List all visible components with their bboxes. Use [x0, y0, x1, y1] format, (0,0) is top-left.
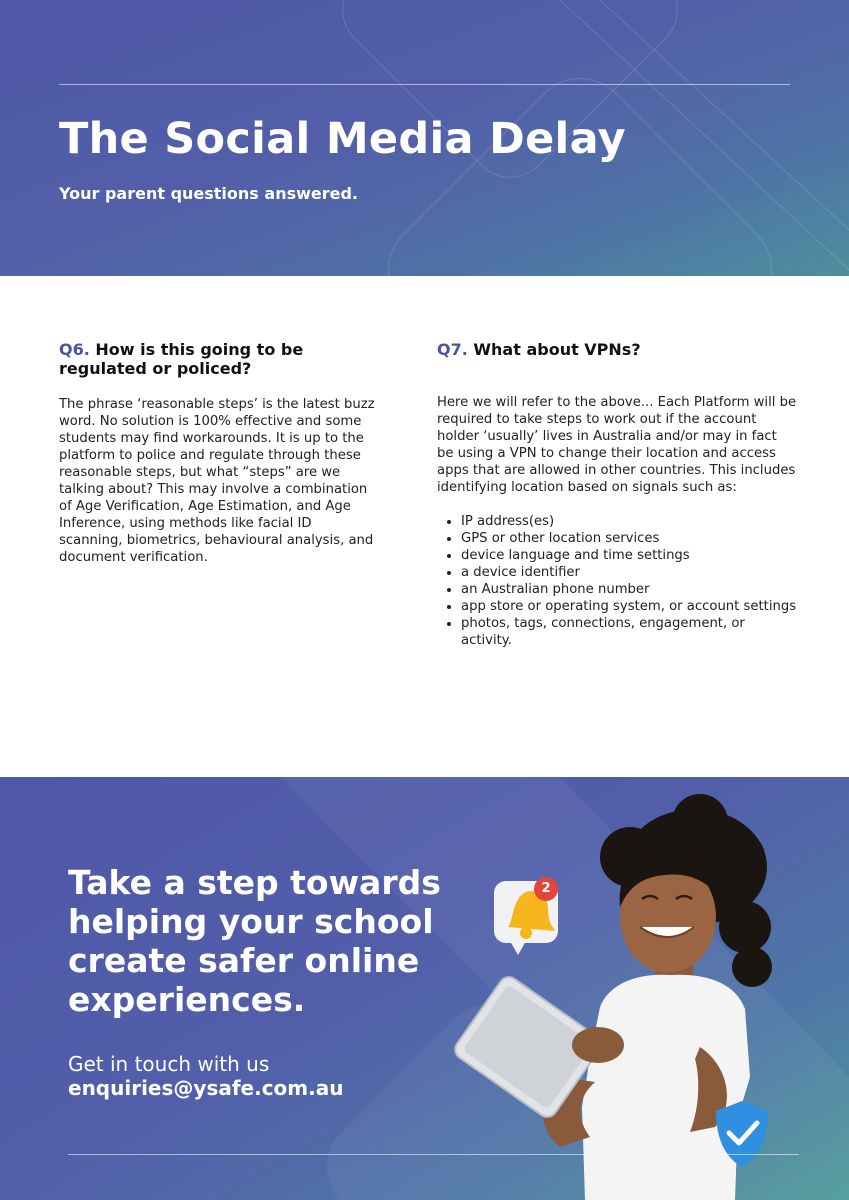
question-6-number: Q6. — [59, 340, 90, 359]
list-item: • photos, tags, connections, engagement, or activity. — [461, 615, 797, 649]
list-item: • a device identifier — [461, 564, 797, 581]
footer-banner — [0, 777, 849, 1200]
list-item: • GPS or other location services — [461, 530, 797, 547]
list-item: • an Australian phone number — [461, 581, 797, 598]
list-item: • device language and time settings — [461, 547, 797, 564]
contact-email-link[interactable]: enquiries@ysafe.com.au — [68, 1076, 344, 1100]
notification-count-badge: 2 — [541, 881, 551, 896]
header-divider — [59, 84, 790, 85]
page-title: The Social Media Delay — [59, 114, 626, 164]
contact-label: Get in touch with us — [68, 1052, 270, 1076]
question-7-text: What about VPNs? — [473, 340, 641, 359]
question-7-number: Q7. — [437, 340, 468, 359]
question-6-answer: The phrase ‘reasonable steps’ is the latest buzz word. No solution is 100% effective and some students may find workarounds. It is up to the platform to police and regulate through these reasonable steps, but what “steps” are we talking about? This may involve a combination of Age Verification, Age Estimation, and Age Inference, using methods like facial ID scanning, biometrics, behavioural analysis, and document verification. — [59, 397, 375, 565]
question-6-text: How is this going to be regulated or policed? — [59, 340, 304, 378]
call-to-action-heading: Take a step towards helping your school create safer online experiences. — [68, 863, 441, 1019]
header-banner — [0, 0, 849, 276]
question-7-answer: Here we will refer to the above... Each Platform will be required to take steps to work out if the account holder ‘usually’ lives in Australia and/or may in fact be using a VPN to change their location and access apps that are allowed in other countries. This includes identifying location based on signals such as: — [437, 395, 797, 495]
location-signals-list — [437, 513, 797, 649]
shield-check-icon — [0, 777, 849, 1200]
page-subtitle: Your parent questions answered. — [59, 184, 359, 203]
footer-divider — [68, 1154, 799, 1155]
list-item: • app store or operating system, or account settings — [461, 598, 797, 615]
question-6-section — [59, 340, 377, 566]
question-6-heading — [59, 340, 377, 378]
question-7-section — [437, 340, 797, 649]
list-item: • IP address(es) — [461, 513, 797, 530]
question-7-heading — [437, 340, 797, 359]
